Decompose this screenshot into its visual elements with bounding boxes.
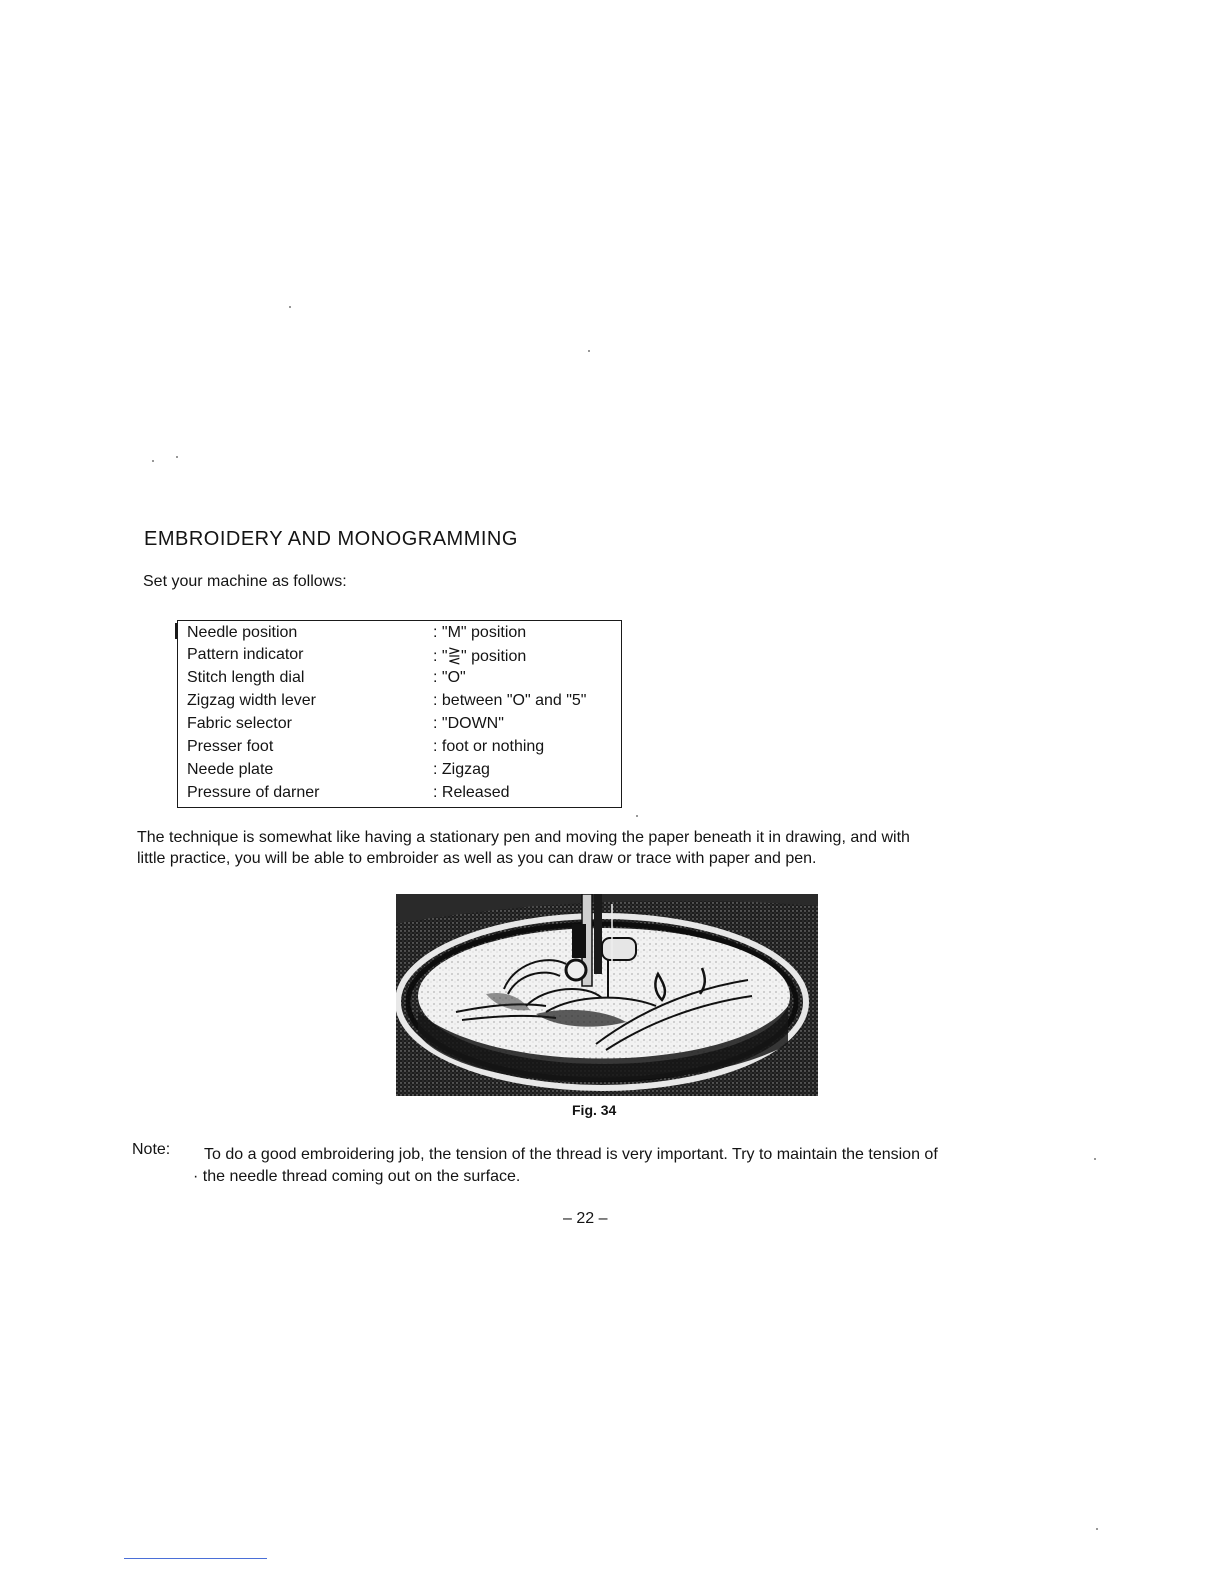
settings-row xyxy=(187,761,617,783)
settings-row xyxy=(187,624,617,646)
body-paragraph-line: The technique is somewhat like having a stationary pen and moving the paper beneath it in drawing, and with xyxy=(137,829,910,846)
scan-speck xyxy=(176,456,178,458)
settings-row xyxy=(187,669,617,691)
setting-label: Fabric selector xyxy=(187,715,292,732)
settings-table xyxy=(177,620,622,808)
footer-rule xyxy=(124,1558,267,1559)
setting-value: : "O" xyxy=(433,669,466,686)
section-heading: EMBROIDERY AND MONOGRAMMING xyxy=(144,528,518,550)
settings-row xyxy=(187,784,617,806)
setting-value: : "⋛" position xyxy=(433,648,527,665)
setting-label: Presser foot xyxy=(187,738,274,755)
setting-value: : between "O" and "5" xyxy=(433,692,587,709)
settings-row xyxy=(187,715,617,737)
page-number: – 22 – xyxy=(563,1210,608,1227)
setting-label: Stitch length dial xyxy=(187,669,305,686)
scan-speck xyxy=(588,350,590,352)
settings-row xyxy=(187,646,617,668)
setting-value: : "M" position xyxy=(433,624,527,641)
figure-caption: Fig. 34 xyxy=(572,1102,617,1118)
settings-row xyxy=(187,692,617,714)
setting-label: Neede plate xyxy=(187,761,274,778)
setting-label: Needle position xyxy=(187,624,298,641)
note-text-line: To do a good embroidering job, the tension of the thread is very important. Try to maintain the tension of xyxy=(204,1146,938,1163)
note-label: Note: xyxy=(132,1141,171,1158)
setting-value: : Zigzag xyxy=(433,761,490,778)
scan-speck xyxy=(1096,1528,1098,1530)
setting-value: : foot or nothing xyxy=(433,738,545,755)
intro-text: Set your machine as follows: xyxy=(143,573,347,590)
setting-label: Zigzag width lever xyxy=(187,692,316,709)
setting-label: Pattern indicator xyxy=(187,646,304,663)
embroidery-hoop-illustration xyxy=(396,894,818,1096)
note-text-line: · the needle thread coming out on the surface. xyxy=(193,1168,521,1185)
scan-speck xyxy=(636,815,638,817)
setting-value: : Released xyxy=(433,784,510,801)
setting-value: : "DOWN" xyxy=(433,715,504,732)
settings-row xyxy=(187,738,617,760)
scan-speck xyxy=(152,460,154,462)
setting-label: Pressure of darner xyxy=(187,784,320,801)
scan-speck xyxy=(289,306,291,308)
scan-speck xyxy=(1094,1158,1096,1160)
body-paragraph-line: little practice, you will be able to embroider as well as you can draw or trace with paper and pen. xyxy=(137,850,817,867)
